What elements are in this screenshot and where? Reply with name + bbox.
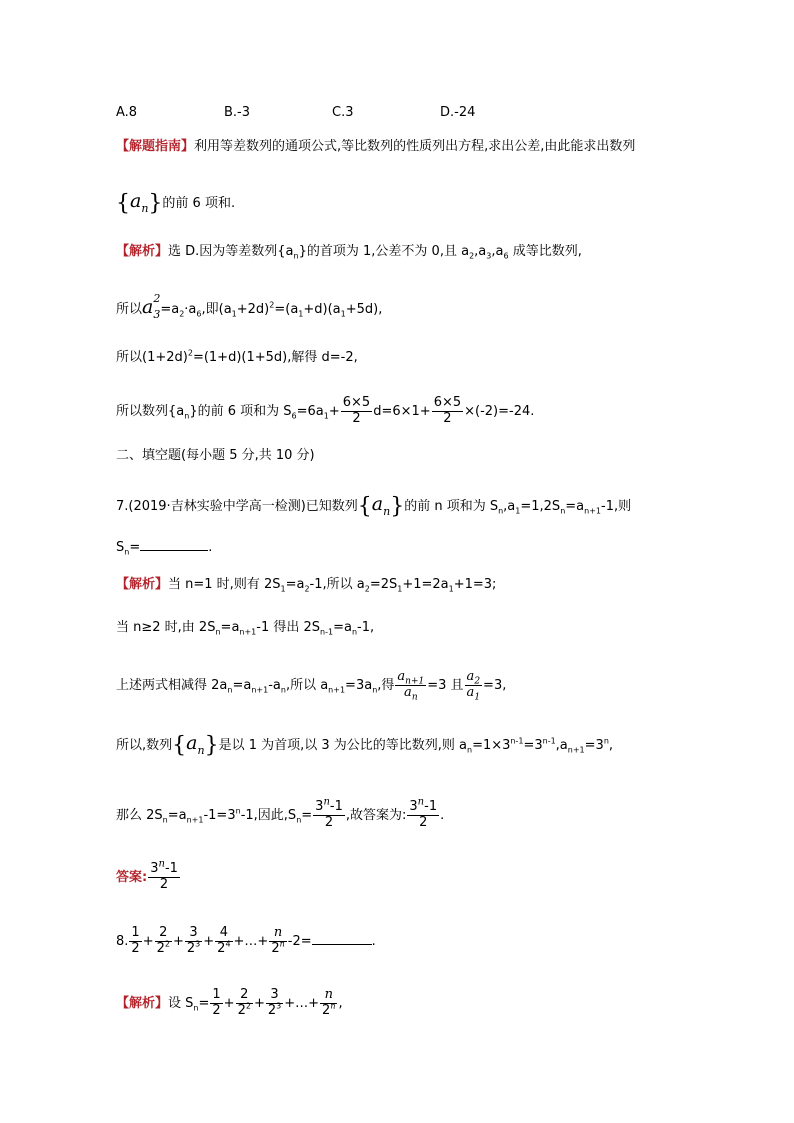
hint-text: 利用等差数列的通项公式,等比数列的性质列出方程,求出公差,由此能求出数列 <box>194 139 636 154</box>
solution7-line3: 上述两式相减得 $2a_n=a_{n+1}-a_n$,所以 $a_{n+1}=3a_n$,得 $\frac{a_{n+1}}{a_n}$ =3 且 $\frac{a_2}{a_1}$ =3, <box>116 669 507 703</box>
solution7-line1: 【解析】当 n=1 时,则有 $2S_1=a_2-1$,所以 $a_2=2S_1+1=2a_1+1=3$; <box>116 577 497 594</box>
fraction: $\frac{a_2}{a_1}$ <box>466 669 481 703</box>
fraction: $\frac{6\times 5}{2}$ <box>433 395 462 426</box>
solution7-line2: 当 n≥2 时,由 $2S_n=a_{n+1}-1$ 得出 $2S_{n-1}=a_n-1$, <box>116 620 375 637</box>
option-d: D.-24 <box>440 105 476 120</box>
hint-tag: 【解题指南】 <box>116 139 195 154</box>
answer-line <box>116 858 181 893</box>
solution7-line4: 所以,数列$\{a_n\}$是以 1 为首项,以 3 为公比的等比数列,则 $a_n=1\times 3^{n-1}=3^{n-1},a_{n+1}=3^n$, <box>116 732 614 758</box>
hint-line-2: $\{a_n\}$的前 6 项和. <box>116 190 236 216</box>
solution1-line2: 所以$a^2_3=a_2\cdot a_6$,即$(a_1+2d)^2=(a_1+d)(a_1+5d)$, <box>116 291 383 321</box>
question-8: 8. $\frac{1}{2}$ + $\frac{2}{2^2}$ + $\frac{3}{2^3}$ + $\frac{4}{2^4}$ +…+ $\frac{n}{2^n}$ -2= . <box>116 925 376 956</box>
solution8-tag: 【解析】 <box>116 995 169 1011</box>
answer-blank <box>140 550 208 551</box>
fraction: $\frac{6\times 5}{2}$ <box>342 395 371 426</box>
fraction: $\frac{a_{n+1}}{a_n}$ <box>397 669 425 703</box>
option-c: C.3 <box>332 105 354 120</box>
solution1-line1: 【解析】选 D.因为等差数列$\{a_n\}$的首项为 1,公差不为 0,且 $a_2,a_3,a_6$ 成等比数列, <box>116 244 582 261</box>
fraction: $\frac{3^n-1}{2}$ <box>315 796 343 830</box>
solution1-line3: 所以$(1+2d)^2=(1+d)(1+5d)$,解得 d=-2, <box>116 348 358 365</box>
answer-blank <box>312 944 372 945</box>
question-7-blank-line: $S_n=$ . <box>116 540 213 557</box>
hint-cont: 的前 6 项和. <box>162 196 236 211</box>
hint-line <box>116 140 635 153</box>
fraction: $\frac{3^n-1}{2}$ <box>409 796 438 830</box>
answer-tag: 答案: <box>116 869 148 885</box>
solution7-tag: 【解析】 <box>116 577 169 592</box>
fraction: $\frac{3^n-1}{2}$ <box>150 858 178 892</box>
options-row <box>116 106 548 119</box>
solution7-line5: 那么 $2S_n=a_{n+1}-1=3^n-1$,因此$,S_n=$ $\frac{3^n-1}{2}$ ,故答案为: $\frac{3^n-1}{2}$ . <box>116 796 445 830</box>
solution1-line4: 所以数列$\{a_n\}$的前 6 项和为 $S_6=6a_1+$ $\frac{6\times 5}{2}$ d=6×1+ $\frac{6\times 5}{2}$ ×(-2)=-24. <box>116 395 535 426</box>
solution8-line1: 【解析】设 $S_n=$ $\frac{1}{2}$ + $\frac{2}{2^2}$ + $\frac{3}{2^3}$ +…+ $\frac{n}{2^n}$ , <box>116 987 343 1018</box>
question-7: 7.(2019·吉林实验中学高一检测)已知数列$\{a_n\}$的前 n 项和为 $S_n,a_1=1,2S_n=a_{n+1}-1$,则 <box>116 493 632 519</box>
solution1-tag: 【解析】 <box>116 244 169 259</box>
section-heading: 二、填空题(每小题 5 分,共 10 分) <box>116 448 315 463</box>
option-b: B.-3 <box>224 105 251 120</box>
option-a: A.8 <box>116 105 138 120</box>
